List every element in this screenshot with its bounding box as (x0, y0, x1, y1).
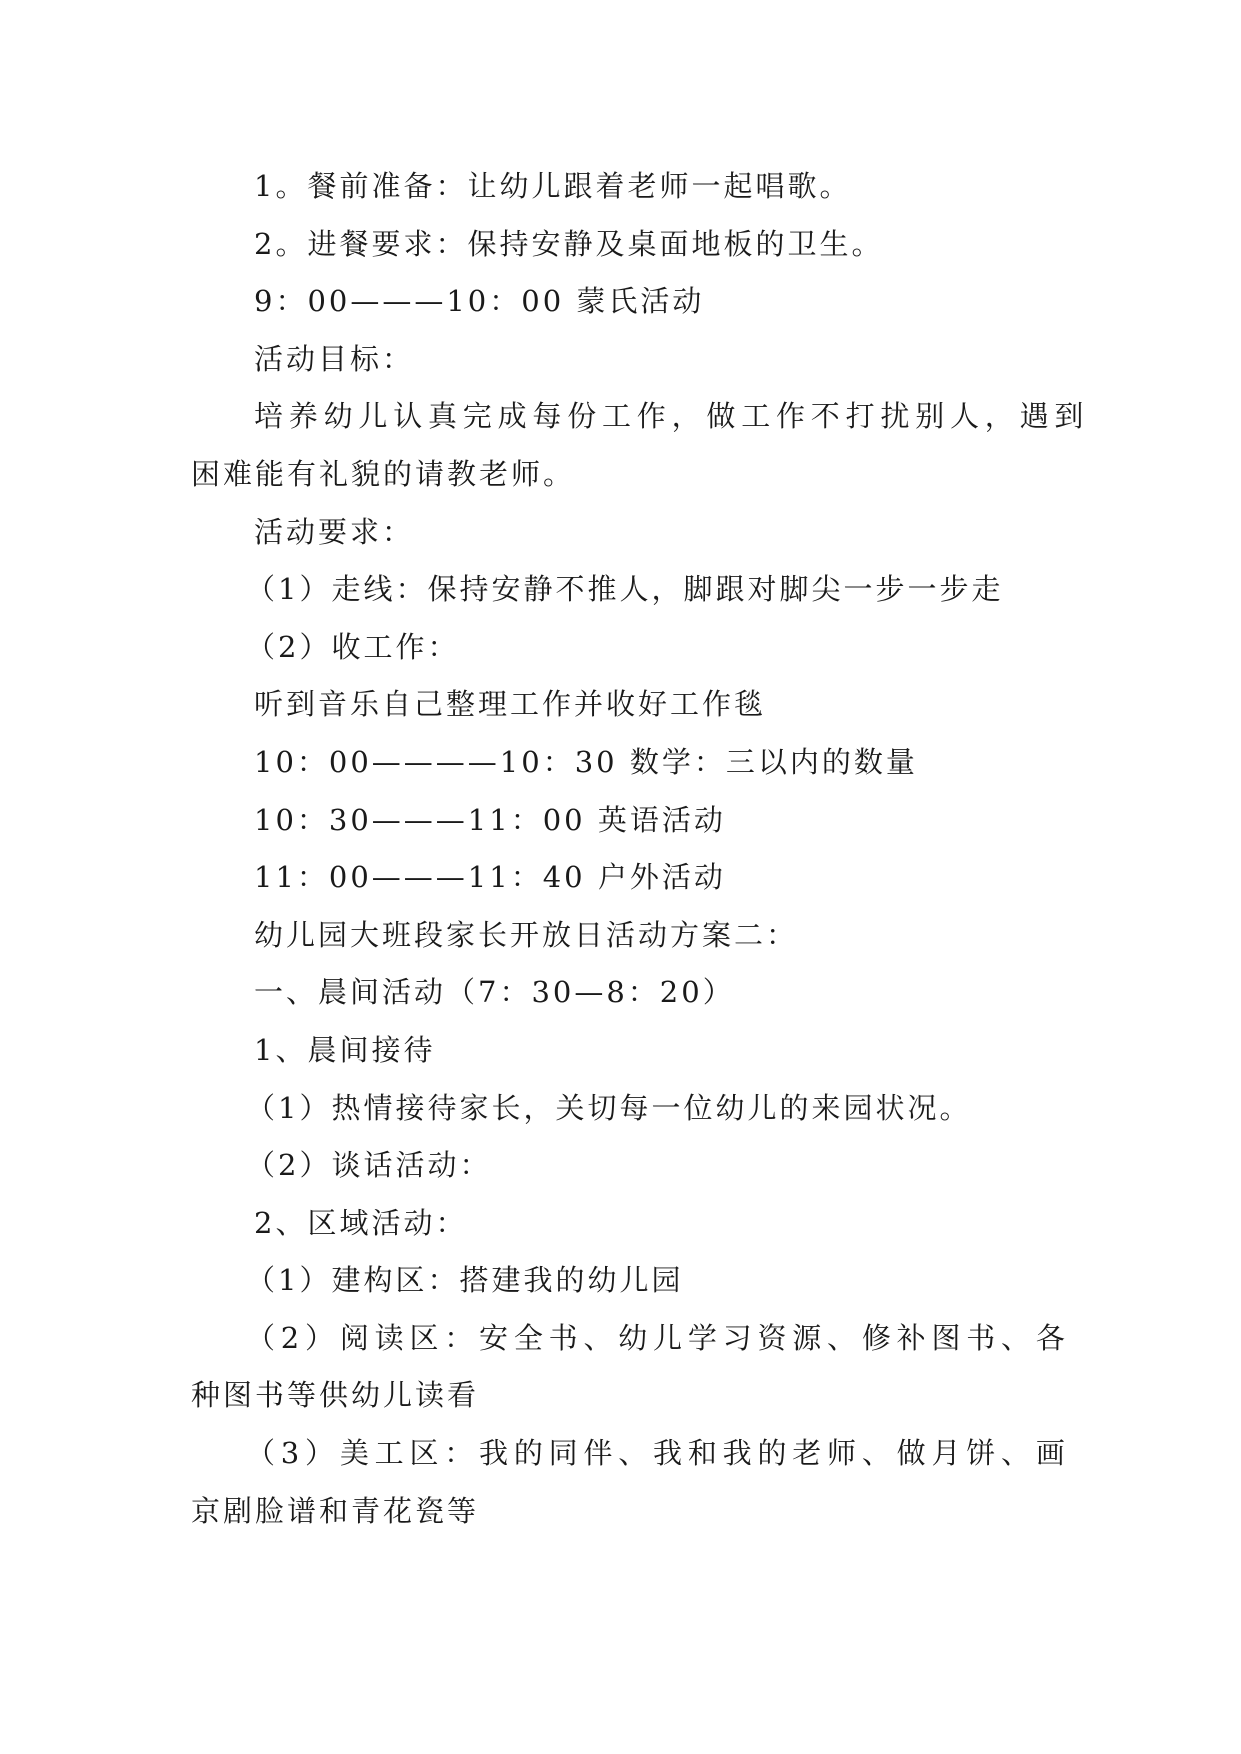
text-line: 培养幼儿认真完成每份工作，做工作不打扰别人，遇到 (254, 399, 1090, 434)
text-line: 10：30———11：00 英语活动 (254, 802, 726, 837)
text-line: 1。餐前准备：让幼儿跟着老师一起唱歌。 (254, 169, 852, 203)
text-line: 1、晨间接待 (254, 1032, 436, 1067)
text-line: 10：00————10：30 数学：三以内的数量 (254, 744, 918, 779)
text-line: （1）热情接待家长，关切每一位幼儿的来园状况。 (246, 1090, 972, 1125)
text-line: （3）美工区：我的同伴、我和我的老师、做月饼、画 (246, 1436, 1071, 1471)
text-line: （2）阅读区：安全书、幼儿学习资源、修补图书、各 (246, 1320, 1071, 1355)
text-line: （1）走线：保持安静不推人，脚跟对脚尖一步一步走 (246, 572, 1004, 607)
text-line: 活动要求： (254, 514, 415, 549)
text-line: 幼儿园大班段家长开放日活动方案二： (254, 917, 799, 952)
text-line: （2）收工作： (246, 629, 460, 664)
text-line: 种图书等供幼儿读看 (191, 1378, 480, 1413)
text-line: 11：00———11：40 户外活动 (254, 860, 726, 895)
text-line: 一、晨间活动（7：30—8：20） (254, 975, 735, 1010)
document-body (191, 158, 1090, 1540)
text-line: 活动目标： (254, 341, 415, 376)
text-line: 2、区域活动： (254, 1205, 468, 1240)
text-line: 听到音乐自己整理工作并收好工作毯 (254, 687, 767, 722)
text-line: （1）建构区：搭建我的幼儿园 (246, 1263, 684, 1298)
text-line: 9：00———10：00 蒙氏活动 (254, 284, 705, 319)
text-line: （2）谈话活动： (246, 1148, 492, 1183)
text-line: 京剧脸谱和青花瓷等 (191, 1493, 480, 1528)
text-line: 2。进餐要求：保持安静及桌面地板的卫生。 (254, 226, 884, 261)
text-line: 困难能有礼貌的请教老师。 (191, 456, 576, 491)
